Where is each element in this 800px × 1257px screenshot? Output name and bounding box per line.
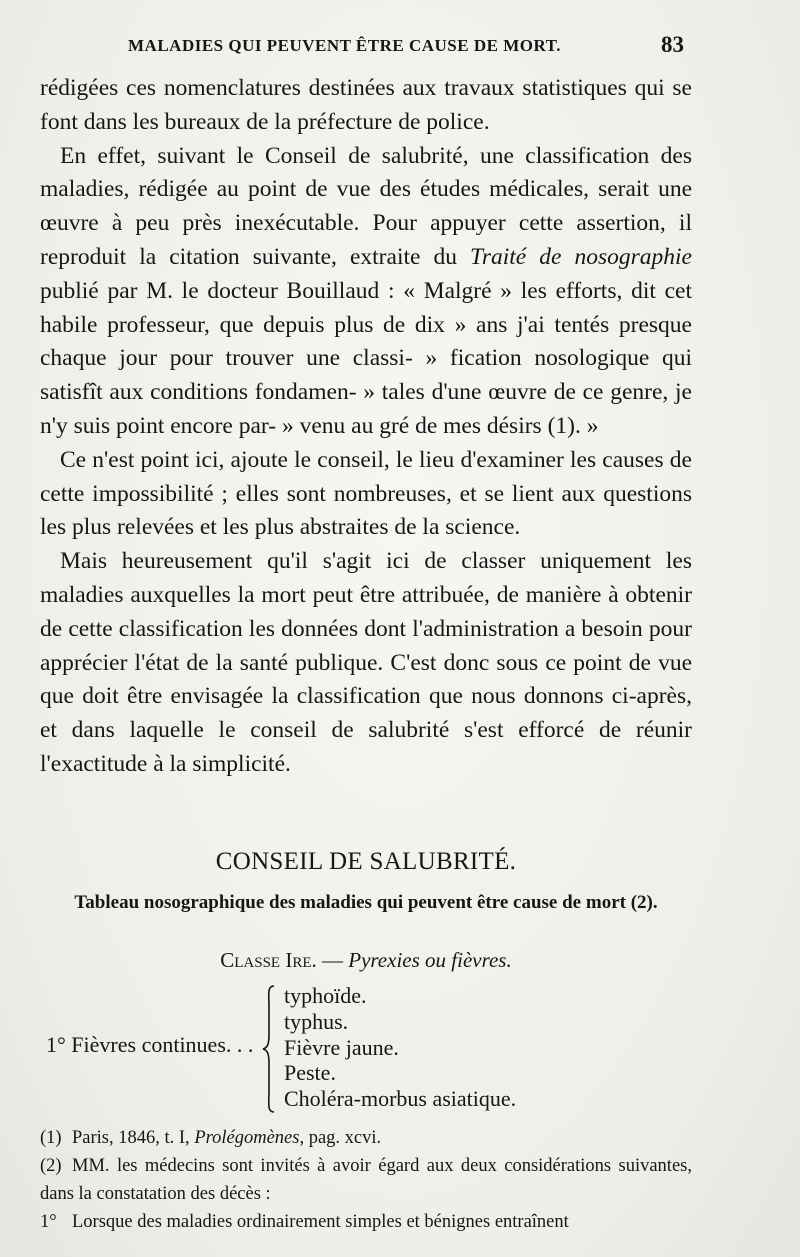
class-label: Classe Ire. — [220, 948, 317, 972]
footnote-1-title: Prolégomènes — [194, 1128, 300, 1148]
list-item: Fièvre jaune. — [284, 1034, 399, 1060]
footnotes — [40, 1124, 692, 1236]
list-item: typhus. — [284, 1008, 349, 1034]
footnote-1-text-a: Paris, 1846, t. I, — [72, 1128, 195, 1148]
group-label: 1° Fièvres continues. . . — [46, 1032, 254, 1057]
list-item: Choléra-morbus asiatique. — [284, 1086, 517, 1112]
footnote-2 — [40, 1152, 692, 1208]
paragraph-2-text-b: publié par M. le docteur Bouillaud : « Malgré » les efforts, dit cet habile professeur, que depuis plus de dix » ans j'ai tentés presque chaque jour pour trouver une classi- » fication nosologique qui satisfît aux conditions fondamen- » tales d'une œuvre de ce genre, je n'y suis point encore par- » venu au gré de mes désirs (1). » — [40, 277, 692, 439]
footnote-2-text: MM. les médecins sont invités à avoir égard aux deux considérations suivantes, dans la constatation des décès : — [40, 1156, 692, 1204]
paragraph-1: rédigées ces nomenclatures destinées aux travaux statistiques qui se font dans les bureaux de la préfecture de police. — [40, 75, 692, 135]
footnote-1-number: (1) — [40, 1128, 62, 1148]
footnote-3-number: 1° — [40, 1212, 57, 1232]
list-item: typhoïde. — [284, 983, 367, 1008]
list-item: Peste. — [284, 1060, 336, 1086]
paragraph-2 — [40, 140, 692, 444]
section-title: CONSEIL DE SALUBRITÉ. — [215, 848, 517, 875]
footnote-3 — [40, 1208, 692, 1236]
curly-brace-icon — [262, 985, 276, 1113]
class-heading — [40, 948, 692, 973]
paragraph-4: Mais heureusement qu'il s'agit ici de classer uniquement les maladies auxquelles la mort peut être attribuée, de manière à obtenir de cette classification les données dont l'administration a besoin pour apprécier l'état de la santé publique. C'est donc sous ce point de vue que doit être envisagée la classification que nous donnons ci-après, et dans laquelle le conseil de salubrité s'est efforcé de réunir l'exactitude à la simplicité. — [40, 548, 692, 777]
page-header — [40, 32, 692, 62]
table-caption: Tableau nosographique des maladies qui peuvent être cause de mort (2). — [74, 892, 658, 913]
body-text — [40, 72, 692, 782]
class-name: Pyrexies ou fièvres. — [348, 948, 512, 972]
footnote-1-text-b: , pag. xcvi. — [299, 1128, 382, 1148]
footnote-1 — [40, 1124, 692, 1152]
cited-work-title: Traité de nosographie — [470, 243, 692, 270]
running-title: MALADIES QUI PEUVENT ÊTRE CAUSE DE MORT. — [128, 36, 561, 55]
footnote-3-text: Lorsque des maladies ordinairement simples et bénignes entraînent — [72, 1212, 569, 1232]
paragraph-2-text-a: En effet, suivant le Conseil de salubrité, une classification des maladies, rédigée au point de vue des études médicales, serait une œuvre à peu près inexécutable. Pour appuyer cette assertion, il reproduit la citation suivante, extraite du — [40, 142, 692, 270]
footnote-2-number: (2) — [40, 1156, 62, 1176]
paragraph-3: Ce n'est point ici, ajoute le conseil, le lieu d'examiner les causes de cette impossibilité ; elles sont nombreuses, et se lient aux questions les plus relevées et les plus abstraites de la science. — [40, 446, 692, 541]
group-list — [284, 983, 516, 1112]
page-number: 83 — [661, 32, 684, 57]
class-dash: — — [316, 948, 349, 972]
